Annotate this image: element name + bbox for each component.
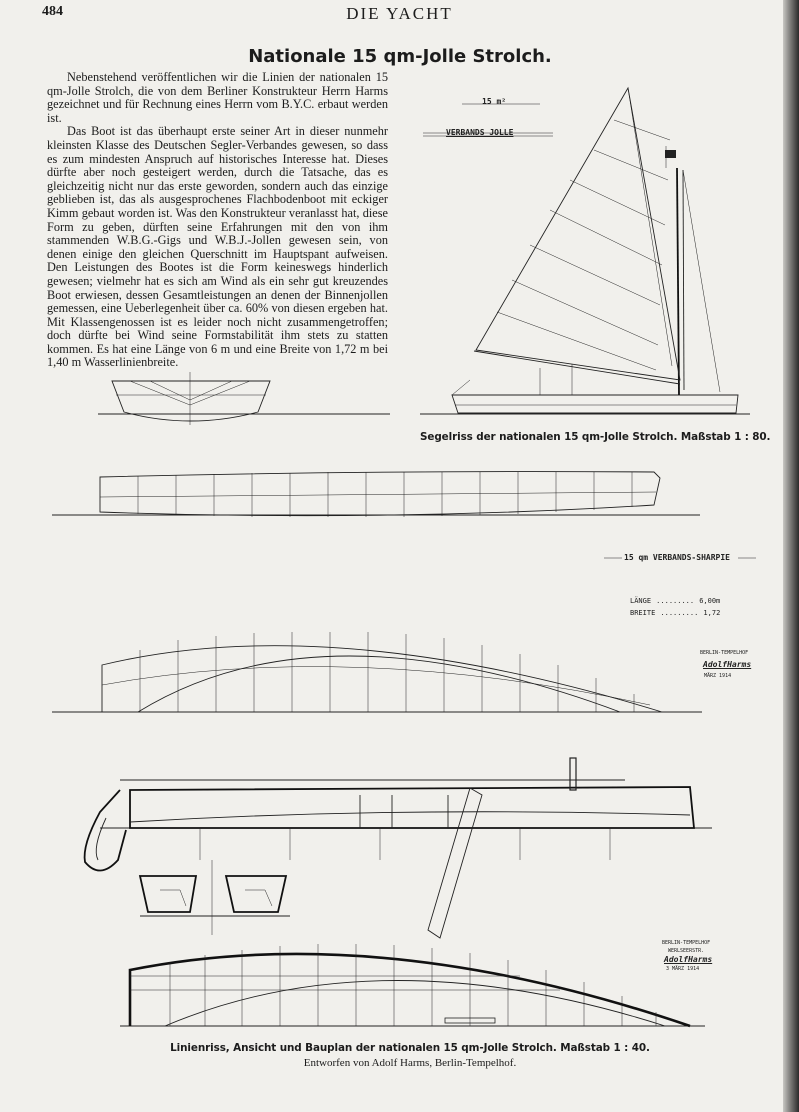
binding-edge [783,0,799,1112]
sail-area-label: 15 m² [482,97,507,106]
signature-2: AdolfHarms [664,955,713,964]
cross-sections [140,860,290,935]
paragraph-1: Nebenstehend veröffentlichen wir die Linien der nationalen 15 qm-Jolle Strolch, die von dem Berliner Konstrukteur Herrn Harms gezeichnet und für Rechnung eines Herrn vom B.Y.C. erbaut werden ist. [47,70,388,125]
beam-label: BREITE [630,609,656,617]
signature-date-1: MÄRZ 1914 [704,673,732,679]
article-title: Nationale 15 qm-Jolle Strolch. [248,46,552,67]
sail-class-label: VERBANDS JOLLE [446,128,514,137]
designer-credit: Entworfen von Adolf Harms, Berlin-Tempelhof. [303,1057,517,1069]
paragraph-2: Das Boot ist das überhaupt erste seiner Art in dieser nunmehr kleinsten Klasse des Deutschen Segler-Verbandes gewesen, so dass es zum mindesten Anspruch auf historisches Interesse hat. Dieses dürfte aber noch gesteigert werden, durch die Tatsache, das es gleichzeitig nicht nur das erste geworden, sondern auch das einzige geblieben ist, das als ausgesprochenes Flachbodenboot mit eckiger Kimm gebaut worden ist. Was den Konstrukteur veranlasst hat, diese Form zu geben, dürften seine Erfahrungen mit den von ihm stammenden W.B.G.-Gigs und W.B.J.-Jollen gewesen sein, von denen einige den gleichen Querschnitt im Hauptspant aufweisen. Den Leistungen des Bootes ist die Form keineswegs hinderlich gewesen; vielmehr hat es sich am Wind als ein sehr gut kreuzendes Boot erwiesen, dessen Gesamtleistungen an denen der Binnenjollen gemessen, eine Ueberlegenheit über ca. 60% von diesen ergeben hat. Mit Klassengenossen ist es leider noch nicht zusammengetroffen; doch dürfte bei Wind seine Formstabilität ihm stets zu statten kommen. Es hat eine Länge von 6 m und eine Breite von 1,72 m bei 1,40 m Wasserlinienbreite. [47,124,388,370]
body-plan-small [98,372,390,425]
signature-date-2: 3 MÄRZ 1914 [666,966,700,972]
beam-row: BREITE ......... 1,72 [630,609,721,617]
length-row: LÄNGE ......... 6,00m [630,597,721,605]
half-breadth-plan [52,472,700,517]
running-head: DIE YACHT [346,4,453,23]
signature-place-2: BERLIN-TEMPELHOF [662,940,711,946]
lines-class-label: 15 qm VERBANDS-SHARPIE [624,553,730,562]
construction-profile [85,758,712,938]
signature-street-2: WERLSEERSTR. [668,948,705,954]
deck-plan [120,944,705,1026]
signature-place-1: BERLIN-TEMPELHOF [700,650,749,656]
sail-plan-caption: Segelriss der nationalen 15 qm-Jolle Strolch. Maßstab 1 : 80. [420,431,771,443]
length-label: LÄNGE [630,597,652,605]
profile-plan [52,632,702,712]
length-value: 6,00m [699,597,721,605]
beam-value: 1,72 [703,609,721,617]
lines-plan-caption: Linienriss, Ansicht und Bauplan der nationalen 15 qm-Jolle Strolch. Maßstab 1 : 40. [170,1042,650,1054]
page-number: 484 [42,4,63,19]
signature-1: AdolfHarms [703,660,752,669]
